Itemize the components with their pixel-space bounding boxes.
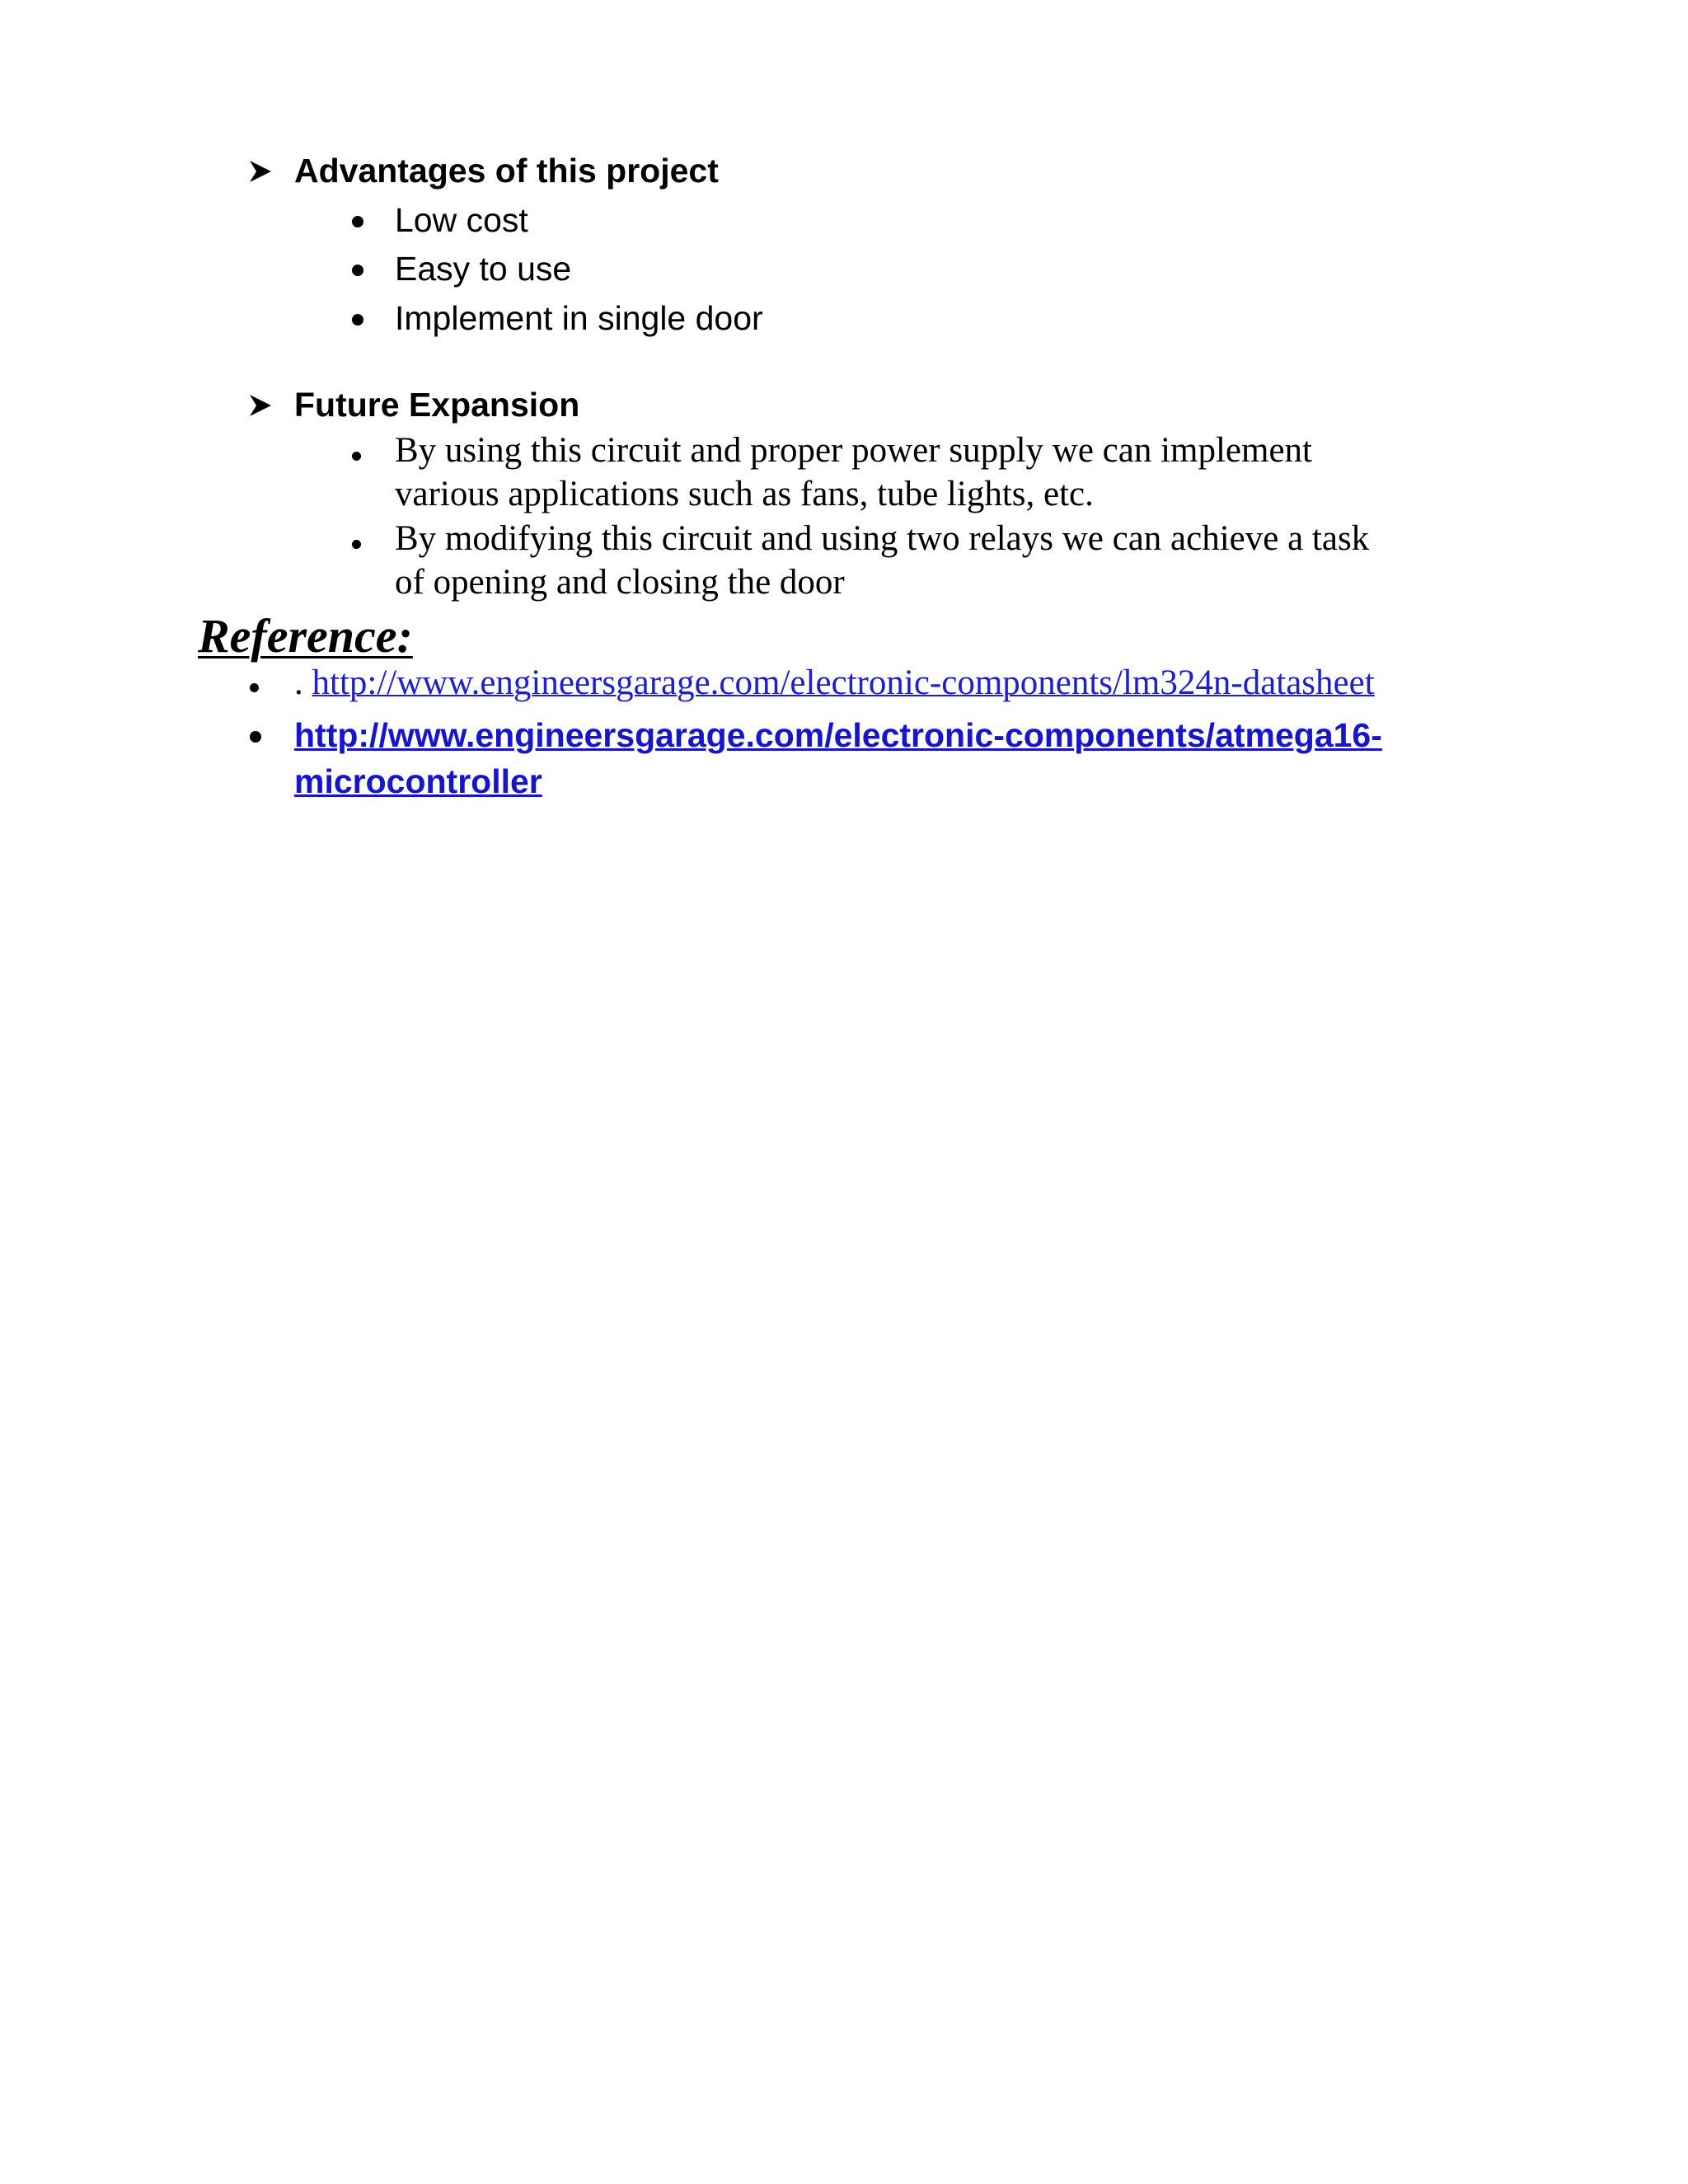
- list-item-line: By modifying this circuit and using two relays we can achieve a task: [395, 519, 1370, 558]
- list-item: Easy to use: [395, 250, 572, 288]
- list-item-line: of opening and closing the door: [395, 563, 845, 602]
- list-item-line: various applications such as fans, tube lights, etc.: [395, 475, 1094, 513]
- section-heading-advantages: Advantages of this project: [294, 152, 719, 190]
- bullet-icon: [352, 314, 363, 326]
- reference-link-lm324n[interactable]: http://www.engineersgarage.com/electronic-components/lm324n-datasheet: [312, 663, 1375, 702]
- bullet-icon: [352, 265, 363, 276]
- reference-title: Reference:: [198, 609, 413, 663]
- bullet-icon: [352, 452, 361, 461]
- reference-link-atmega16-continued[interactable]: microcontroller: [294, 762, 542, 800]
- arrow-bullet-icon: [250, 161, 271, 182]
- reference-link-atmega16[interactable]: http://www.engineersgarage.com/electronic-components/atmega16-: [294, 716, 1382, 754]
- arrow-bullet-icon: [250, 395, 271, 416]
- list-item: Implement in single door: [395, 299, 763, 337]
- section-heading-future-expansion: Future Expansion: [294, 386, 580, 424]
- list-item-line: By using this circuit and proper power supply we can implement: [395, 431, 1312, 470]
- bullet-icon: [352, 216, 363, 227]
- list-item: Low cost: [395, 201, 528, 239]
- reference-prefix: .: [294, 663, 312, 702]
- bullet-icon: [250, 683, 259, 692]
- bullet-icon: [352, 540, 361, 549]
- reference-item: [294, 662, 1375, 705]
- bullet-icon: [250, 731, 261, 743]
